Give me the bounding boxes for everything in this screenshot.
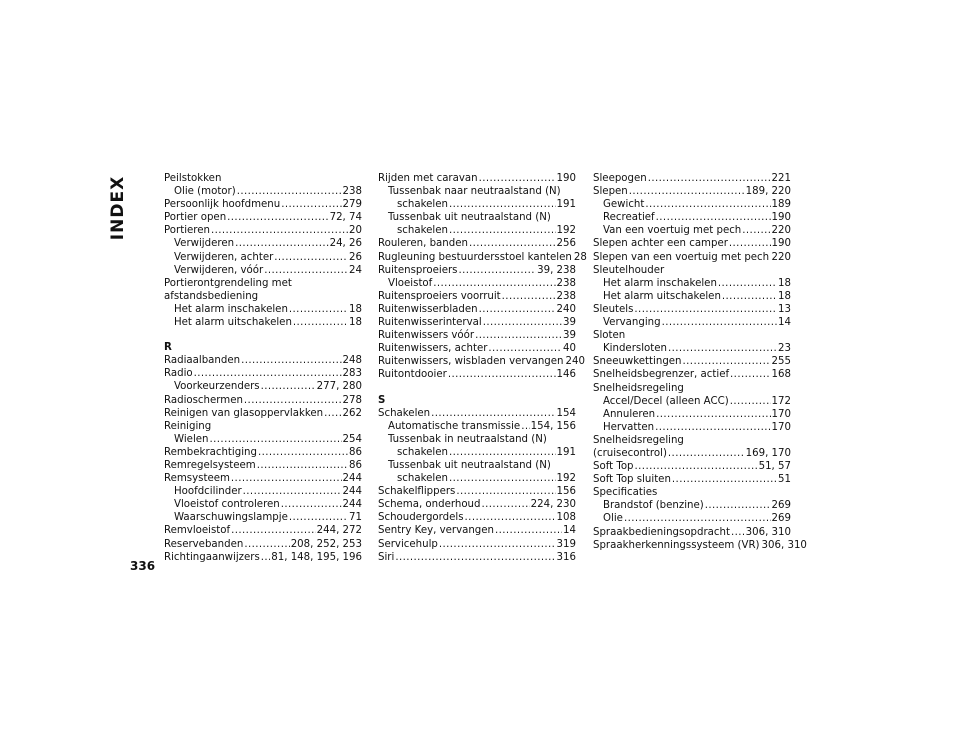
index-entry: Ruitensproeiers voorruit ..... 238: [378, 290, 576, 303]
index-entry: Vloeistof controleren ..... 244: [164, 498, 362, 511]
index-entry: Sleutels ..... 13: [593, 303, 791, 316]
index-entry: schakelen ..... 191: [378, 198, 576, 211]
index-entry: Schema, onderhoud ..... 224, 230: [378, 498, 576, 511]
index-entry: Soft Top sluiten ..... 51: [593, 473, 791, 486]
index-heading-entry: Tussenbak uit neutraalstand (N): [388, 212, 551, 224]
index-entry: Remregelsysteem ..... 86: [164, 459, 362, 472]
index-entry: Kindersloten ..... 23: [593, 342, 791, 355]
index-entry: Verwijderen, vóór ..... 24: [164, 264, 362, 277]
index-entry: Slepen achter een camper ..... 190: [593, 237, 791, 250]
index-entry: Automatische transmissie ..... 154, 156: [378, 420, 576, 433]
index-column-3: [593, 172, 807, 552]
index-entry: Vloeistof ..... 238: [378, 277, 576, 290]
index-entry: Spraakbedieningsopdracht ..... 306, 310: [593, 526, 791, 539]
index-entry: Het alarm inschakelen ..... 18: [164, 303, 362, 316]
index-entry: Ruitontdooier ..... 146: [378, 368, 576, 381]
index-entry: Sleepogen ..... 221: [593, 172, 791, 185]
index-entry: Hervatten ..... 170: [593, 421, 791, 434]
index-entry: Slepen ..... 189, 220: [593, 185, 791, 198]
index-entry: Olie ..... 269: [593, 512, 791, 525]
index-side-tab: [98, 168, 138, 248]
index-entry: Radiaalbanden ..... 248: [164, 354, 362, 367]
index-heading-entry: Tussenbak naar neutraalstand (N): [388, 186, 561, 198]
index-entry: Ruitenwisserinterval ..... 39: [378, 316, 576, 329]
index-entry: Reinigen van glasoppervlakken ..... 262: [164, 407, 362, 420]
index-entry: Verwijderen, achter ..... 26: [164, 251, 362, 264]
index-entry: Brandstof (benzine) ..... 269: [593, 499, 791, 512]
index-entry: Rembekrachtiging ..... 86: [164, 446, 362, 459]
index-entry: Richtingaanwijzers ..... 81, 148, 195, 196: [164, 551, 362, 564]
index-entry: Sneeuwkettingen ..... 255: [593, 355, 791, 368]
index-entry: Schakelen ..... 154: [378, 407, 576, 420]
index-entry: Ruitenwissers vóór ..... 39: [378, 329, 576, 342]
index-heading-entry: afstandsbediening: [164, 290, 259, 302]
index-letter-heading: R: [164, 342, 172, 354]
index-entry: Snelheidsbegrenzer, actief ..... 168: [593, 368, 791, 381]
index-entry: Waarschuwingslampje ..... 71: [164, 511, 362, 524]
index-entry: schakelen ..... 191: [378, 446, 576, 459]
index-entry: Ruitenwissers, wisbladen vervangen 240: [378, 356, 585, 368]
index-entry: Rouleren, banden ..... 256: [378, 237, 576, 250]
index-entry: Verwijderen ..... 24, 26: [164, 237, 362, 250]
index-entry: Ruitenwisserbladen ..... 240: [378, 303, 576, 316]
index-entry: Sentry Key, vervangen ..... 14: [378, 524, 576, 537]
index-entry: Van een voertuig met pech ..... 220: [593, 224, 791, 237]
index-entry: Spraakherkenningssysteem (VR) 306, 310: [593, 539, 807, 551]
index-entry: Gewicht ..... 189: [593, 198, 791, 211]
index-entry: Annuleren ..... 170: [593, 408, 791, 421]
index-entry: Portieren ..... 20: [164, 224, 362, 237]
index-entry: Portier open ..... 72, 74: [164, 211, 362, 224]
index-entry: Voorkeurzenders ..... 277, 280: [164, 380, 362, 393]
index-heading-entry: Peilstokken: [164, 173, 222, 184]
index-entry: Radio ..... 283: [164, 367, 362, 380]
index-side-tab-label: INDEX: [108, 175, 128, 241]
index-entry: Persoonlijk hoofdmenu ..... 279: [164, 198, 362, 211]
index-heading-entry: Portierontgrendeling met: [164, 277, 292, 289]
index-entry: Siri ..... 316: [378, 551, 576, 564]
index-entry: Radioschermen ..... 278: [164, 394, 362, 407]
index-entry: Vervanging ..... 14: [593, 316, 791, 329]
index-heading-entry: Snelheidsregeling: [593, 434, 684, 446]
index-entry: Schakelflippers ..... 156: [378, 485, 576, 498]
index-heading-entry: Sloten: [593, 330, 626, 342]
index-entry: (cruisecontrol) ..... 169, 170: [593, 447, 791, 460]
index-entry: Het alarm uitschakelen ..... 18: [164, 316, 362, 329]
index-entry: Accel/Decel (alleen ACC) ..... 172: [593, 395, 791, 408]
index-entry: Servicehulp ..... 319: [378, 538, 576, 551]
index-entry: Ruitenwissers, achter ..... 40: [378, 342, 576, 355]
index-entry: Rugleuning bestuurdersstoel kantelen 28: [378, 251, 587, 263]
index-entry: Slepen van een voertuig met pech ..... 220: [593, 251, 791, 264]
index-entry: Ruitensproeiers ..... 39, 238: [378, 264, 576, 277]
index-entry: schakelen ..... 192: [378, 472, 576, 485]
index-entry: schakelen ..... 192: [378, 224, 576, 237]
index-entry: Remsysteem ..... 244: [164, 472, 362, 485]
index-heading-entry: Reiniging: [164, 420, 212, 432]
index-column-2: [378, 172, 587, 564]
index-entry: Het alarm inschakelen ..... 18: [593, 277, 791, 290]
index-entry: Schoudergordels ..... 108: [378, 511, 576, 524]
index-heading-entry: Sleutelhouder: [593, 264, 665, 276]
index-letter-heading: S: [378, 394, 386, 406]
index-heading-entry: Specificaties: [593, 487, 658, 499]
index-entry: Het alarm uitschakelen ..... 18: [593, 290, 791, 303]
index-entry: Soft Top ..... 51, 57: [593, 460, 791, 473]
index-entry: Olie (motor) ..... 238: [164, 185, 362, 198]
index-entry: Recreatief ..... 190: [593, 211, 791, 224]
index-heading-entry: Snelheidsregeling: [593, 382, 684, 394]
index-entry: Hoofdcilinder ..... 244: [164, 485, 362, 498]
index-entry: Remvloeistof ..... 244, 272: [164, 524, 362, 537]
page-number: 336: [130, 559, 156, 573]
index-entry: Wielen ..... 254: [164, 433, 362, 446]
index-entry: Rijden met caravan ..... 190: [378, 172, 576, 185]
index-heading-entry: Tussenbak uit neutraalstand (N): [388, 459, 551, 471]
index-heading-entry: Tussenbak in neutraalstand (N): [388, 433, 547, 445]
index-entry: Reservebanden ..... 208, 252, 253: [164, 538, 362, 551]
index-column-1: [164, 172, 362, 564]
